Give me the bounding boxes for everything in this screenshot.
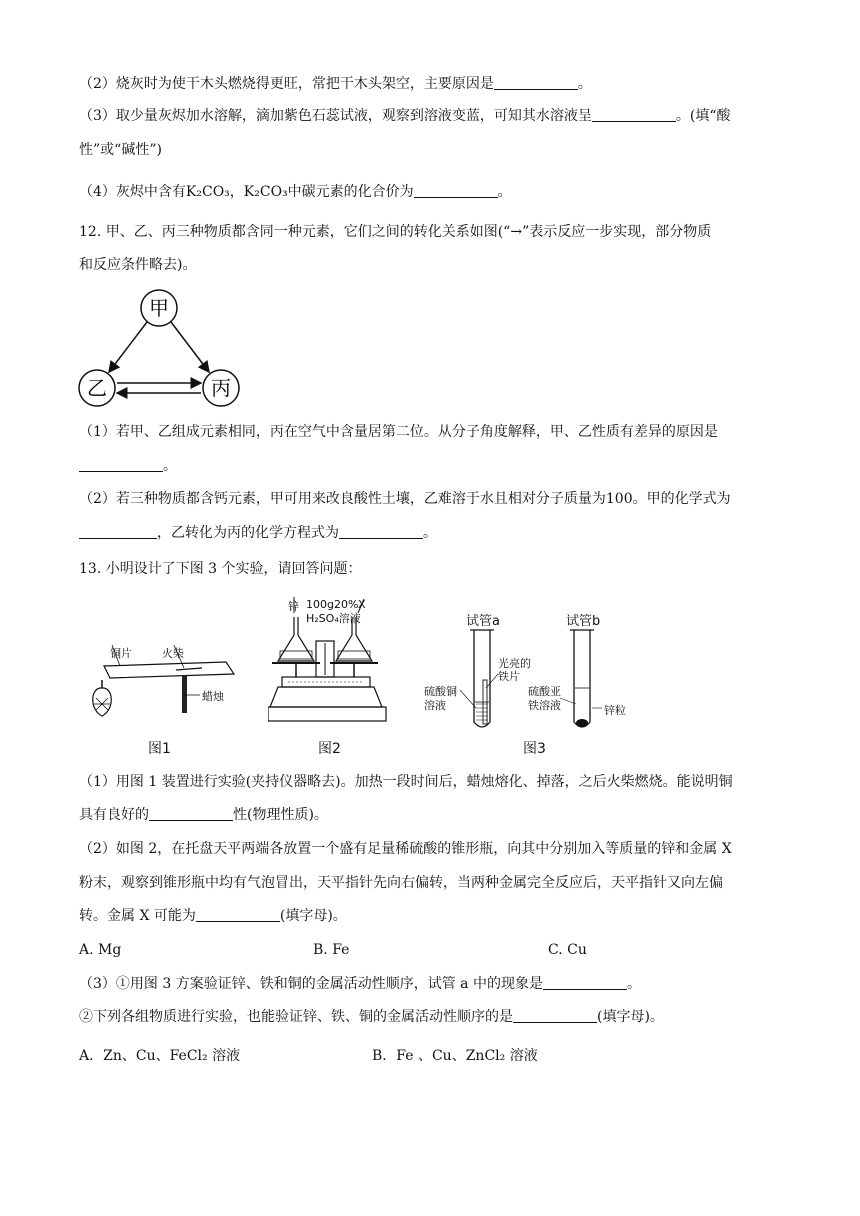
answer-blank[interactable]	[339, 524, 423, 539]
q13-part3-2: ②下列各组物质进行实验，也能验证锌、铁、铜的金属活动性顺序的是 (填字母)。	[79, 1009, 664, 1025]
zinc-granule	[576, 719, 588, 727]
option-b[interactable]: B. Fe	[313, 942, 350, 958]
q13-part2-cont2: 转。金属 X 可能为 (填字母)。	[79, 908, 347, 924]
answer-blank[interactable]	[592, 107, 676, 122]
label-zinc-granule: 锌粒	[604, 704, 626, 717]
test-tube-a	[474, 630, 490, 727]
q13-stem: 13. 小明设计了下图 3 个实验，请回答问题：	[79, 561, 362, 577]
figure-3-caption: 图3	[523, 741, 546, 757]
test-tube-b	[574, 630, 590, 727]
choice-b[interactable]: B．Fe 、Cu、ZnCl₂ 溶液	[372, 1048, 538, 1064]
label-match: 火柴	[162, 647, 184, 660]
arrow-jia-to-bing	[171, 322, 209, 372]
q12-part2: （2）若三种物质都含钙元素，甲可用来改良酸性土壤，乙难溶于水且相对分子质量为100。甲的化学式为	[79, 491, 731, 507]
node-bing-label: 丙	[211, 376, 231, 400]
q13-part2-cont: 粉末，观察到锥形瓶中均有气泡冒出，天平指针先向右偏转，当两种金属完全反应后，天平指针又向左偏	[79, 875, 723, 891]
label-feso4-2: 铁溶液	[528, 699, 561, 712]
q13-part3-1: （3）①用图 3 方案验证锌、铁和铜的金属活动性顺序，试管 a 中的现象是 。	[79, 976, 641, 992]
answer-blank[interactable]	[513, 1008, 597, 1023]
answer-blank[interactable]	[79, 524, 157, 539]
figure-2-caption: 图2	[318, 741, 341, 757]
label-metal-x: X	[358, 598, 366, 611]
figure-1-caption: 图1	[148, 741, 171, 757]
option-c[interactable]: C. Cu	[548, 942, 587, 958]
candle	[182, 675, 187, 713]
label-tube-a: 试管a	[466, 614, 500, 629]
label-cuso4-2: 溶液	[424, 699, 446, 712]
label-candle: 蜡烛	[202, 690, 224, 703]
label-copper: 铜片	[110, 647, 132, 660]
q13-part2: （2）如图 2，在托盘天平两端各放置一个盛有足量稀硫酸的锥形瓶，向其中分别加入等质量的锌和金属 X	[79, 841, 732, 857]
label-iron-1: 光亮的	[498, 657, 531, 670]
match-stick	[176, 668, 202, 670]
transformation-diagram	[75, 286, 245, 410]
option-a[interactable]: A. Mg	[79, 942, 122, 958]
q12-part2-cont: ，乙转化为丙的化学方程式为 。	[79, 523, 437, 543]
label-acid-mass: 100g20%	[306, 598, 359, 611]
answer-blank[interactable]	[414, 183, 498, 198]
label-zinc: 锌	[288, 600, 299, 613]
q12-part1: （1）若甲、乙组成元素相同，丙在空气中含量居第二位。从分子角度解释，甲、乙性质有差异的原因是	[79, 424, 718, 440]
q12-part1-cont: 。	[79, 456, 177, 476]
copper-plate	[104, 662, 234, 678]
answer-blank[interactable]	[79, 457, 163, 472]
q12-stem: 12. 甲、乙、丙三种物质都含同一种元素，它们之间的转化关系如图(“→”表示反应一步实现，部分物质	[79, 224, 712, 240]
answer-blank[interactable]	[494, 75, 578, 90]
answer-blank[interactable]	[543, 975, 627, 990]
label-iron-2: 铁片	[498, 670, 520, 683]
alcohol-lamp	[93, 688, 112, 716]
node-yi-label: 乙	[87, 376, 107, 400]
choice-a[interactable]: A．Zn、Cu、FeCl₂ 溶液	[79, 1048, 241, 1064]
answer-blank[interactable]	[196, 907, 280, 922]
q11-part4: （4）灰烬中含有K₂CO₃，K₂CO₃中碳元素的化合价为 。	[79, 184, 512, 200]
answer-blank[interactable]	[149, 806, 233, 821]
balance-base	[270, 687, 382, 707]
label-tube-b: 试管b	[566, 614, 601, 629]
q11-part3: （3）取少量灰烬加水溶解，滴加紫色石蕊试液，观察到溶液变蓝，可知其水溶液呈 。(填“酸	[79, 108, 731, 124]
q13-part1-cont: 具有良好的 性(物理性质)。	[79, 807, 328, 823]
label-feso4-1: 硫酸亚	[528, 685, 561, 698]
q13-part1: （1）用图 1 装置进行实验(夹持仪器略去)。加热一段时间后，蜡烛熔化、掉落，之后火柴燃烧。能说明铜	[79, 774, 733, 790]
q12-stem-cont: 和反应条件略去)。	[79, 257, 197, 273]
arrow-jia-to-yi	[109, 322, 147, 372]
node-jia-label: 甲	[149, 296, 169, 320]
label-cuso4-1: 硫酸铜	[424, 685, 457, 698]
label-acid-name: H₂SO₄溶液	[306, 612, 361, 625]
q11-part3-cont: 性”或“碱性”)	[79, 142, 162, 158]
q11-part2: （2）烧灰时为使干木头燃烧得更旺，常把干木头架空，主要原因是 。	[79, 76, 592, 92]
